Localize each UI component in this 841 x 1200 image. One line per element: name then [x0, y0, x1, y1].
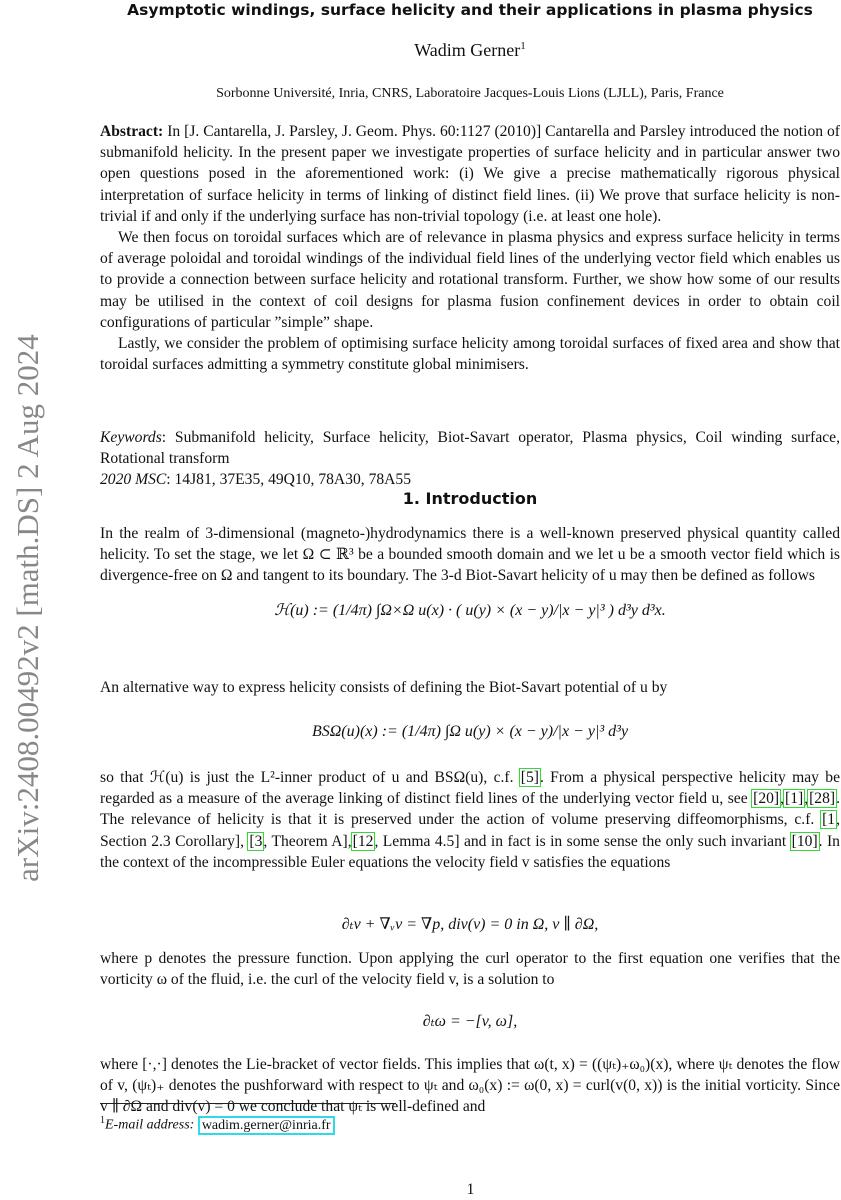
footnote-mark: 1 — [100, 1115, 105, 1126]
intro-p4: where p denotes the pressure function. Upon applying the curl operator to the first equation one verifies that the vorticity ω of the fluid, i.e. the curl of the velocity field v, is a solution to — [100, 950, 840, 989]
section-heading: 1. Introduction — [402, 489, 538, 508]
page-number: 1 — [466, 1181, 475, 1198]
intro-p3-text: so that ℋ(u) is just the L²-inner product of u and BSΩ(u), c.f. — [100, 769, 520, 786]
abstract-label: Abstract: — [100, 123, 164, 140]
intro-p1: In the realm of 3-dimensional (magneto-)hydrodynamics there is a well-known preserved physical quantity called helicity. To set the stage, we let Ω ⊂ ℝ³ be a bounded smooth domain and we let u be a smooth vector field which is divergence-free on Ω and tangent to its boundary. The 3-d Biot-Savart helicity of u may then be defined as follows — [100, 525, 840, 585]
intro-p3-text: , Theorem A], — [263, 832, 352, 850]
paper-title: Asymptotic windings, surface helicity and their applications in plasma physics — [127, 1, 813, 19]
citation-link[interactable]: [1 — [822, 811, 836, 829]
footnote-label: E-mail address: — [105, 1117, 195, 1133]
msc-label: 2020 MSC — [100, 471, 167, 489]
intro-p2: An alternative way to express helicity consists of defining the Biot-Savart potential of u by — [100, 679, 668, 696]
abstract — [100, 121, 840, 375]
citation-link[interactable]: [1] — [785, 790, 804, 808]
equation-helicity: ℋ(u) := (1/4π) ∫Ω×Ω u(x) · ( u(y) × (x − y)/|x − y|³ ) d³y d³x. — [274, 602, 666, 619]
abstract-p3: Lastly, we consider the problem of optimising surface helicity among toroidal surfaces of fixed area and show that toroidal surfaces admitting a symmetry constitute global minimisers. — [100, 335, 840, 374]
footnote — [100, 1110, 840, 1136]
author-name: Wadim Gerner — [414, 40, 521, 60]
arxiv-stamp: arXiv:2408.00492v2 [math.DS] 2 Aug 2024 — [10, 334, 45, 882]
keywords — [100, 427, 840, 491]
author-footnote-mark[interactable]: 1 — [520, 40, 526, 52]
intro-p5: where [·,·] denotes the Lie-bracket of vector fields. This implies that ω(t, x) = ((ψₜ)₊ω₀)(x), where ψₜ denotes the flow of v, (ψₜ)₊ denotes the pushforward with respect to ψₜ and ω₀(x) := ω(0, x) = curl(v(0, x)) is the initial vorticity. Since v ∥ ∂Ω and div(v) = 0 we conclude that ψₜ is well-defined and — [100, 1056, 840, 1116]
msc-text: : 14J81, 37E35, 49Q10, 78A30, 78A55 — [166, 471, 412, 489]
intro-p3-text: , Section 2.3 Corollary], — [100, 811, 840, 850]
intro-p3-text: . The relevance of helicity is that it is preserved under the action of volume preserving diffeomorphisms, c.f. — [100, 790, 840, 829]
equation-euler: ∂ₜv + ∇ᵥv = ∇p, div(v) = 0 in Ω, v ∥ ∂Ω, — [341, 916, 599, 933]
equation-biot-savart: BSΩ(u)(x) := (1/4π) ∫Ω u(y) × (x − y)/|x − y|³ d³y — [311, 723, 629, 740]
intro-p3 — [100, 767, 840, 873]
intro-p3-text: , Lemma 4.5] and in fact is in some sense the only such invariant — [374, 832, 791, 850]
intro-p3-text: . In the context of the incompressible Euler equations the velocity field v satisfies the equations — [100, 832, 840, 871]
citation-link[interactable]: [12 — [352, 832, 374, 850]
email-link[interactable]: wadim.gerner@inria.fr — [198, 1116, 335, 1135]
abstract-p1: In [J. Cantarella, J. Parsley, J. Geom. Phys. 60:1127 (2010)] Cantarella and Parsley introduced the notion of submanifold helicity. In the present paper we investigate properties of surface helicity and in particular answer two open questions posed in the aforementioned work: (i) We give a precise mathematically rigorous physical interpretation of surface helicity in terms of linking of distinct field lines. (ii) We prove that surface helicity is non-trivial if and only if the underlying surface has non-trivial topology (i.e. at least one hole). — [100, 123, 840, 225]
citation-link[interactable]: [5] — [520, 769, 539, 786]
citation-link[interactable]: [3 — [249, 832, 263, 850]
keywords-label: Keywords — [100, 429, 162, 446]
abstract-p2: We then focus on toroidal surfaces which are of relevance in plasma physics and express surface helicity in terms of average poloidal and toroidal windings of the individual field lines of the underlying vector field which enables us to provide a connection between surface helicity and rotational transform. Further, we show how some of our results may be utilised in the context of coil designs for plasma fusion confinement devices in order to obtain coil configurations of particular ”simple” shape. — [100, 229, 840, 331]
intro-p3-text: , — [804, 790, 809, 808]
citation-link[interactable]: [10] — [791, 832, 818, 850]
keywords-text: : Submanifold helicity, Surface helicity, Biot-Savart operator, Plasma physics, Coil winding surface, Rotational transform — [100, 429, 840, 468]
citation-link[interactable]: [28] — [809, 790, 836, 808]
equation-vorticity: ∂ₜω = −[v, ω], — [422, 1013, 518, 1030]
author — [100, 36, 840, 61]
intro-p3-text: , — [780, 790, 785, 808]
citation-link[interactable]: [20] — [753, 790, 780, 808]
affiliation: Sorbonne Université, Inria, CNRS, Laboratoire Jacques-Louis Lions (LJLL), Paris, France — [216, 86, 724, 101]
intro-p3-text: . From a physical perspective helicity may be regarded as a measure of the average linking of distinct field lines of the underlying vector field u, see — [100, 769, 840, 808]
footnote-rule — [100, 1103, 396, 1104]
